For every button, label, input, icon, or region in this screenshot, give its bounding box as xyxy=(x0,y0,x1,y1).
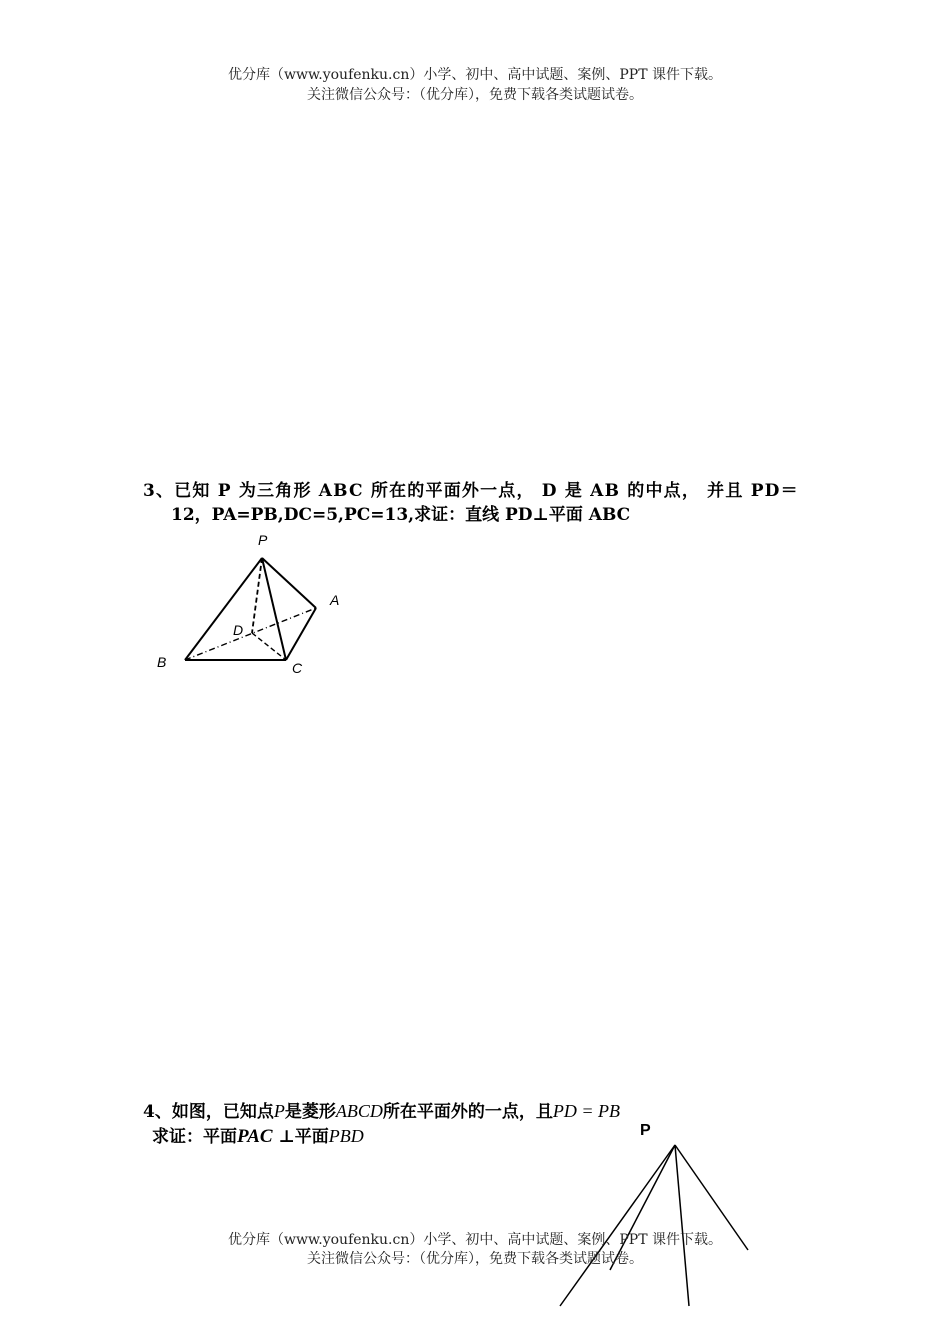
q4-middle: 所在平面外的一点，且 xyxy=(382,1102,553,1122)
q4-prefix: 4、如图，已知点 xyxy=(143,1102,274,1122)
q4-point: P xyxy=(273,1101,285,1121)
q4-figure-label-P: P xyxy=(640,1122,651,1139)
footer-line-1: 优分库（www.youfenku.cn）小学、初中、高中试题、案例、PPT 课件下载。 xyxy=(227,1232,722,1248)
q4-edge-3 xyxy=(675,1145,689,1306)
label-D: D xyxy=(233,622,244,638)
label-A: A xyxy=(330,592,340,608)
question-3-line-2: 12，PA=PB,DC=5,PC=13,求证：直线 PD⊥平面 ABC xyxy=(171,505,631,525)
footer-line-2: 关注微信公众号：（优分库），免费下载各类试题试卷。 xyxy=(307,1251,643,1267)
header-line-1: 优分库（www.youfenku.cn）小学、初中、高中试题、案例、PPT 课件下载。 xyxy=(227,67,722,83)
question-3-line-1: 3、已知 P 为三角形 ABC 所在的平面外一点， D 是 AB 的中点， 并且 PD＝ xyxy=(143,481,799,501)
q4-rhombus: ABCD xyxy=(335,1101,383,1121)
q4-is-rhombus: 是菱形 xyxy=(284,1102,336,1122)
q4-plane-1: PAC xyxy=(237,1126,273,1147)
q4-condition: PD = PB xyxy=(552,1101,620,1121)
header-line-2: 关注微信公众号：（优分库），免费下载各类试题试卷。 xyxy=(307,87,643,103)
q4-perp: ⊥平面 xyxy=(272,1127,329,1147)
q4-edge-1 xyxy=(560,1145,675,1306)
label-B: B xyxy=(157,654,167,670)
q4-prove-prefix: 求证：平面 xyxy=(152,1127,237,1147)
label-P: P xyxy=(258,532,268,548)
label-C: C xyxy=(292,660,303,676)
q4-plane-2: PBD xyxy=(328,1126,364,1146)
